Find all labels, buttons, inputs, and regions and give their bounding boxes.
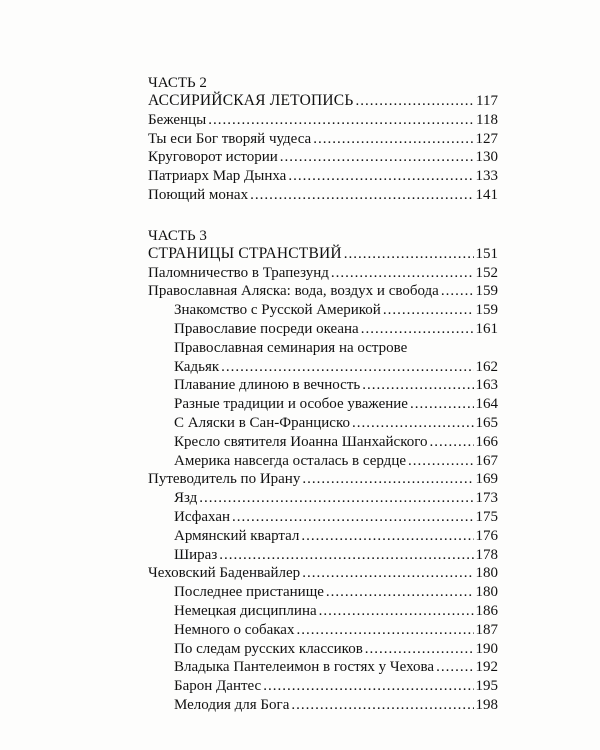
entry-page: 127 (475, 130, 498, 147)
entry-page: 161 (475, 320, 498, 337)
dot-leader (361, 320, 474, 339)
dot-leader (331, 264, 474, 283)
dot-leader (232, 508, 473, 527)
dot-leader (301, 527, 473, 546)
entry-page: 175 (475, 508, 498, 525)
dot-leader (296, 621, 473, 640)
toc-subentry (148, 696, 498, 715)
toc-subentry (148, 677, 498, 696)
entry-title: Ты еси Бог творяй чудеса (148, 130, 312, 147)
entry-page: 141 (475, 186, 498, 203)
toc-entry (148, 130, 498, 149)
entry-page: 173 (475, 490, 498, 507)
dot-leader (441, 282, 474, 301)
entry-title: Армянский квартал (174, 527, 300, 544)
entry-page: 180 (475, 584, 498, 601)
entry-title: Исфахан (174, 508, 231, 525)
entry-page: 167 (475, 452, 498, 469)
entry-page: 117 (476, 93, 498, 109)
toc-entry (148, 148, 498, 167)
entry-page: 159 (475, 283, 498, 300)
entry-page: 165 (475, 414, 498, 431)
toc-entry (148, 186, 498, 205)
entry-title: Барон Дантес (174, 678, 262, 695)
entry-title: С Аляски в Сан-Франциско (174, 414, 350, 431)
entry-page: 164 (475, 396, 498, 413)
dot-leader (408, 452, 473, 471)
dot-leader (410, 395, 474, 414)
entry-page: 162 (475, 358, 498, 375)
toc-subentry (148, 508, 498, 527)
part-label: ЧАСТЬ 2 (148, 75, 207, 91)
entry-page: 152 (475, 264, 498, 281)
dot-leader (326, 583, 474, 602)
entry-page: 195 (475, 678, 498, 695)
entry-page: 190 (475, 640, 498, 657)
toc-entry (148, 264, 498, 283)
toc-entry (148, 167, 498, 186)
toc-subentry (148, 602, 498, 621)
entry-title: Плавание длиною в вечность (174, 377, 361, 394)
entry-title: По следам русских классиков (174, 640, 363, 657)
part-3 (148, 227, 498, 715)
entry-page: 166 (475, 433, 498, 450)
dot-leader (302, 470, 473, 489)
toc-subentry (148, 527, 498, 546)
toc-entry (148, 282, 498, 301)
toc-subentry (148, 376, 498, 395)
dot-leader (280, 148, 474, 167)
entry-page: 130 (475, 149, 498, 166)
toc-subentry (148, 395, 498, 414)
dot-leader (436, 658, 473, 677)
entry-title: Знакомство с Русской Америкой (174, 302, 381, 319)
toc-subentry (148, 621, 498, 640)
entry-page: 118 (476, 111, 498, 128)
dot-leader (344, 245, 474, 264)
entry-page: 192 (475, 659, 498, 676)
entry-title: Немецкая дисциплина (174, 602, 317, 619)
toc-subentry (148, 546, 498, 565)
dot-leader (365, 640, 474, 659)
entry-page: 186 (475, 602, 498, 619)
entry-page: 180 (475, 565, 498, 582)
dot-leader (383, 301, 474, 320)
toc-subentry (148, 640, 498, 659)
entry-title: Кресло святителя Иоанна Шанхайского (174, 433, 428, 450)
entry-page: 187 (475, 621, 498, 638)
dot-leader (288, 167, 473, 186)
entry-title: Разные традиции и особое уважение (174, 396, 408, 413)
entry-page: 133 (475, 168, 498, 185)
toc-subentry (148, 301, 498, 320)
entry-title: Патриарх Мар Дынха (148, 168, 287, 185)
toc-subentry (148, 583, 498, 602)
entry-title: Шираз (174, 546, 218, 563)
toc-entry (148, 111, 498, 130)
toc-subentry (148, 489, 498, 508)
dot-leader (199, 489, 473, 508)
toc-subentry (148, 320, 498, 339)
toc-subentry (148, 658, 498, 677)
entry-title: Язд (174, 490, 198, 507)
entry-page: 159 (475, 302, 498, 319)
dot-leader (263, 677, 473, 696)
dot-leader (319, 602, 474, 621)
part-label: ЧАСТЬ 3 (148, 227, 207, 244)
toc-entry (148, 564, 498, 583)
entry-title: Православие посреди океана (174, 320, 359, 337)
entry-page: 178 (475, 546, 498, 563)
table-of-contents (148, 74, 498, 715)
entry-title: Последнее пристанище (174, 584, 324, 601)
entry-title: Паломничество в Трапезунд (148, 264, 329, 281)
dot-leader (219, 546, 473, 565)
part-2 (148, 74, 498, 205)
toc-subentry (148, 414, 498, 433)
entry-title: Круговорот истории (148, 149, 278, 166)
entry-title: Америка навсегда осталась в сердце (174, 452, 407, 469)
entry-title: АССИРИЙСКАЯ ЛЕТОПИСЬ (148, 92, 354, 109)
part-heading-entry (148, 245, 498, 264)
entry-page: 163 (475, 377, 498, 394)
entry-page: 176 (475, 527, 498, 544)
toc-subentry (148, 358, 498, 377)
dot-leader (221, 358, 473, 377)
dot-leader (208, 111, 474, 130)
entry-title: Поющий монах (148, 186, 249, 203)
dot-leader (250, 186, 473, 205)
dot-leader (313, 130, 473, 149)
entry-page: 169 (475, 471, 498, 488)
entry-page: 198 (475, 696, 498, 713)
entry-title: Немного о собаках (174, 621, 295, 638)
toc-subentry (148, 452, 498, 471)
entry-title: Мелодия для Бога (174, 696, 290, 713)
dot-leader (291, 696, 473, 715)
dot-leader (352, 414, 474, 433)
toc-subentry (148, 433, 498, 452)
entry-title: Владыка Пантелеимон в гостях у Чехова (174, 659, 435, 676)
entry-page: 151 (475, 245, 498, 262)
dot-leader (430, 433, 474, 452)
part-heading-entry (148, 92, 498, 111)
dot-leader (355, 92, 474, 111)
entry-title: СТРАНИЦЫ СТРАНСТВИЙ (148, 244, 342, 262)
entry-title: Православная Аляска: вода, воздух и свобода (148, 283, 439, 300)
entry-title: Чеховский Баденвайлер (148, 565, 301, 582)
entry-title: Путеводитель по Ирану (148, 471, 301, 488)
dot-leader (362, 376, 473, 395)
toc-entry (148, 470, 498, 489)
entry-title: Кадьяк (174, 358, 220, 375)
dot-leader (302, 564, 473, 583)
entry-title-line: Православная семинария на острове (174, 339, 408, 356)
entry-title: Беженцы (148, 111, 207, 128)
